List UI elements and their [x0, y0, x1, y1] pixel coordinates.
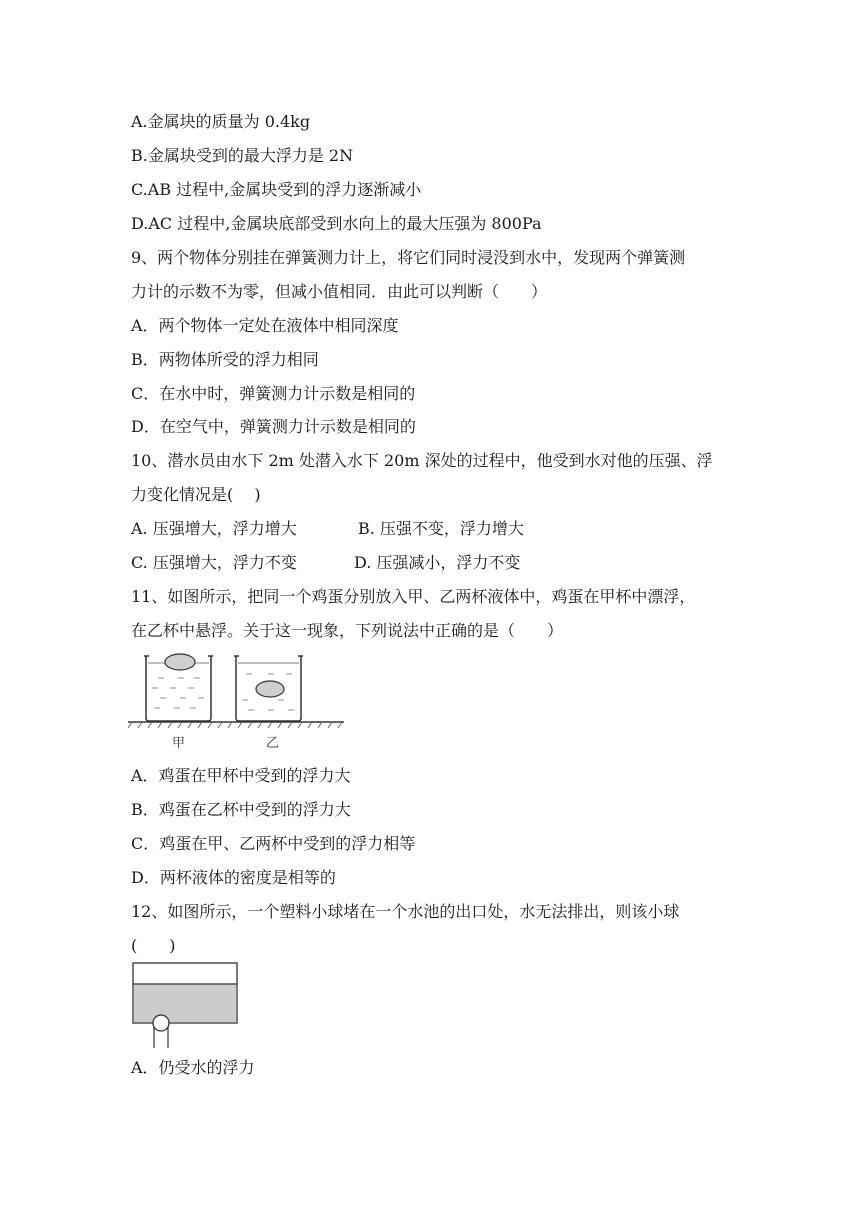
q8-option-d: D.AC 过程中,金属块底部受到水向上的最大压强为 800Pa [131, 214, 542, 233]
q11-option-d: D．两杯液体的密度是相等的 [131, 868, 336, 887]
pool-water [134, 984, 237, 1022]
q10-stem-line2: 力变化情况是( ) [131, 485, 261, 504]
q12-stem-line1: 12、如图所示，一个塑料小球堵在一个水池的出口处，水无法排出，则该小球 [131, 902, 680, 921]
q12-option-a: A．仍受水的浮力 [131, 1058, 255, 1077]
q9-option-d: D．在空气中，弹簧测力计示数是相同的 [131, 417, 416, 436]
q12-stem-line2: ( ) [131, 936, 176, 955]
q9-option-a: A．两个物体一定处在液体中相同深度 [131, 316, 399, 335]
q9-stem-line1: 9、两个物体分别挂在弹簧测力计上，将它们同时浸没到水中，发现两个弹簧测 [131, 248, 686, 267]
figure-label-jia: 甲 [172, 736, 186, 751]
figure-label-yi: 乙 [266, 736, 280, 751]
q12-pool-ball-figure [130, 962, 242, 1050]
q11-stem-line2: 在乙杯中悬浮。关于这一现象，下列说法中正确的是（ ） [131, 621, 564, 640]
q9-option-c: C．在水中时，弹簧测力计示数是相同的 [131, 384, 416, 403]
q11-stem-line1: 11、如图所示，把同一个鸡蛋分别放入甲、乙两杯液体中，鸡蛋在甲杯中漂浮， [131, 587, 696, 606]
plastic-ball [153, 1015, 169, 1031]
q10-option-c: C. 压强增大，浮力不变 [131, 553, 297, 572]
q11-option-a: A．鸡蛋在甲杯中受到的浮力大 [131, 766, 351, 785]
egg-floating [165, 654, 195, 670]
q11-egg-beakers-figure [128, 650, 348, 754]
q9-stem-line2: 力计的示数不为零，但减小值相同．由此可以判断（ ） [131, 282, 548, 301]
q10-option-a: A. 压强增大，浮力增大 [131, 519, 297, 538]
egg-suspended [256, 681, 284, 697]
q9-option-b: B．两物体所受的浮力相同 [131, 350, 319, 369]
q10-option-d: D. 压强减小，浮力不变 [354, 553, 521, 572]
q8-option-c: C.AB 过程中,金属块受到的浮力逐渐减小 [131, 180, 422, 199]
q10-stem-line1: 10、潜水员由水下 2m 处潜入水下 20m 深处的过程中，他受到水对他的压强、浮 [131, 451, 713, 470]
q8-option-a: A.金属块的质量为 0.4kg [131, 112, 311, 131]
q11-option-b: B．鸡蛋在乙杯中受到的浮力大 [131, 800, 351, 819]
q10-option-b: B. 压强不变，浮力增大 [358, 519, 524, 538]
q11-option-c: C．鸡蛋在甲、乙两杯中受到的浮力相等 [131, 834, 416, 853]
q8-option-b: B.金属块受到的最大浮力是 2N [131, 146, 354, 165]
